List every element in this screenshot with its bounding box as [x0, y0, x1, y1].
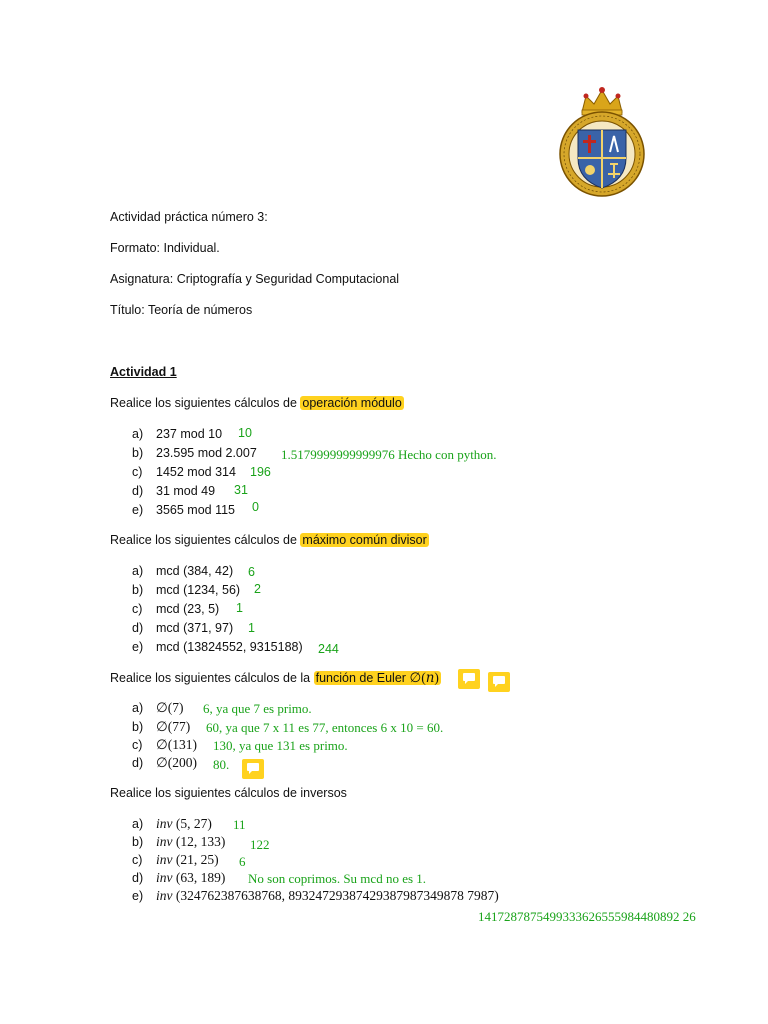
item-answer: 6, ya que 7 es primo. [203, 701, 312, 716]
item-label: a) [132, 817, 144, 831]
item-answer: 122 [250, 837, 270, 852]
item-label: c) [132, 853, 143, 867]
section-modulo-highlight: operación módulo [302, 396, 402, 410]
list-item [132, 503, 143, 517]
section-euler-highlight-math: ∅(𝑛) [409, 670, 439, 685]
item-label: b) [132, 720, 144, 734]
list-item [132, 640, 143, 654]
list-item [132, 602, 142, 616]
header-title-line: Título: Teoría de números [110, 303, 253, 317]
inv-args: (324762387638768, 89324729387429387987349878 7987) [175, 888, 499, 903]
header-subject-line: Asignatura: Criptografía y Seguridad Computacional [110, 272, 400, 286]
inv-function: inv [156, 834, 173, 849]
list-item [132, 853, 142, 867]
item-answer: 244 [318, 642, 339, 656]
item-answer: 0 [252, 500, 259, 514]
item-answer: 1 [248, 621, 255, 635]
list-item [132, 871, 143, 885]
item-label: d) [132, 621, 144, 635]
list-item [132, 446, 143, 460]
section-euler-highlight [314, 671, 441, 685]
header-activity-line: Actividad práctica número 3: [110, 210, 268, 224]
inv-function: inv [156, 852, 173, 867]
item-expression: ∅(131) [156, 737, 198, 752]
item-answer: 80. [213, 757, 230, 772]
item-label: a) [132, 427, 144, 441]
item-expression: mcd (1234, 56) [156, 583, 241, 597]
item-expression: mcd (13824552, 9315188) [156, 640, 303, 654]
inv-args: (12, 133) [175, 834, 226, 849]
item-expression: mcd (23, 5) [156, 602, 220, 616]
section-modulo-intro-text: Realice los siguientes cálculos de [110, 396, 297, 410]
university-seal-icon [556, 84, 648, 198]
section-gcd-intro-text: Realice los siguientes cálculos de [110, 533, 297, 547]
item-answer: 60, ya que 7 x 11 es 77, entonces 6 x 10 = 60. [206, 720, 444, 735]
inv-args: (21, 25) [175, 852, 219, 867]
item-expression: mcd (384, 42) [156, 564, 234, 578]
item-label: b) [132, 583, 144, 597]
item-answer: No son coprimos. Su mcd no es 1. [248, 871, 427, 886]
header-format-line: Formato: Individual. [110, 241, 220, 255]
item-expression [156, 834, 225, 850]
list-item [132, 817, 143, 831]
inv-args: (63, 189) [175, 870, 226, 885]
item-expression: 31 mod 49 [156, 484, 216, 498]
item-label: d) [132, 756, 144, 770]
activity-heading: Actividad 1 [110, 365, 177, 379]
list-item [132, 484, 143, 498]
item-answer: 196 [250, 465, 271, 479]
section-modulo-intro [110, 396, 404, 410]
list-item [132, 621, 143, 635]
item-answer: 130, ya que 131 es primo. [213, 738, 348, 753]
item-answer: 6 [248, 565, 255, 579]
item-expression: 23.595 mod 2.007 [156, 446, 257, 460]
item-expression: ∅(200) [156, 755, 198, 770]
item-label: a) [132, 701, 144, 715]
comment-icon[interactable] [488, 672, 510, 692]
item-expression: ∅(77) [156, 719, 191, 734]
item-expression [156, 870, 225, 886]
item-answer: 2 [254, 582, 261, 596]
item-answer: 1417287875499333626555984480892 26 [478, 909, 696, 924]
item-label: c) [132, 465, 143, 479]
inv-function: inv [156, 870, 173, 885]
inv-args: (5, 27) [175, 816, 212, 831]
list-item [132, 720, 143, 734]
item-answer: 1 [236, 601, 243, 615]
list-item [132, 583, 143, 597]
section-euler-highlight-text: función de Euler [315, 671, 406, 685]
item-expression [156, 852, 219, 868]
inv-function: inv [156, 888, 173, 903]
section-gcd-intro [110, 533, 429, 547]
item-label: e) [132, 889, 144, 903]
list-item [132, 564, 143, 578]
item-label: e) [132, 640, 144, 654]
item-label: c) [132, 738, 143, 752]
item-expression [156, 888, 499, 904]
item-expression: 3565 mod 115 [156, 503, 235, 517]
section-euler-intro-text: Realice los siguientes cálculos de la [110, 671, 311, 685]
section-euler-intro [110, 670, 441, 686]
item-label: d) [132, 484, 144, 498]
item-expression: ∅(7) [156, 700, 184, 715]
item-label: a) [132, 564, 144, 578]
item-answer: 6 [239, 854, 246, 869]
list-item [132, 701, 143, 715]
item-answer: 1.5179999999999976 Hecho con python. [281, 447, 497, 462]
comment-icon[interactable] [242, 759, 264, 779]
comment-icon[interactable] [458, 669, 480, 689]
item-label: c) [132, 602, 143, 616]
list-item [132, 835, 143, 849]
item-label: e) [132, 503, 144, 517]
inv-function: inv [156, 816, 173, 831]
item-expression: 237 mod 10 [156, 427, 223, 441]
item-label: b) [132, 835, 144, 849]
list-item [132, 889, 143, 903]
section-gcd-highlight: máximo común divisor [302, 533, 427, 547]
item-expression [156, 816, 212, 832]
item-label: d) [132, 871, 144, 885]
section-inverse-intro: Realice los siguientes cálculos de inversos [110, 786, 347, 800]
item-expression: 1452 mod 314 [156, 465, 236, 479]
list-item [132, 465, 142, 479]
item-expression: mcd (371, 97) [156, 621, 234, 635]
list-item [132, 427, 143, 441]
list-item [132, 738, 142, 752]
item-answer: 10 [238, 426, 252, 440]
item-answer: 31 [234, 483, 248, 497]
item-answer: 11 [233, 817, 246, 832]
list-item [132, 756, 143, 770]
item-label: b) [132, 446, 144, 460]
